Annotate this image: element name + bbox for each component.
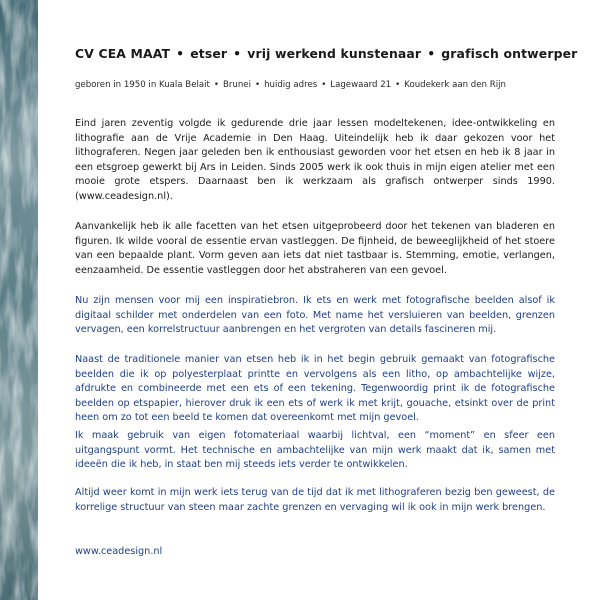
decorative-texture-strip — [0, 0, 38, 600]
detail-separator: • — [321, 80, 327, 90]
title-separator: • — [176, 46, 185, 61]
cv-content — [75, 0, 578, 600]
detail-separator: • — [254, 80, 261, 90]
city: Koudekerk aan den Rijn — [404, 80, 506, 90]
personal-details — [75, 80, 555, 90]
title-separator: • — [427, 46, 436, 61]
paragraph-inspiration: Nu zijn mensen voor mij een inspiratiebron. Ik ets en werk met fotografische beelden alsof ik digitaal schilder met onderdelen van een foto. Met name het versluieren van beelden, grenzen vervagen, een korrelstructuur aanbrengen en het vergroten van details fascineren mij. — [75, 295, 555, 336]
detail-separator: • — [213, 80, 219, 90]
paragraph-education: Eind jaren zeventig volgde ik gedurende drie jaar lessen modeltekenen, idee-ontwikkeling en lithografie aan de Vrije Academie in Den Haag. Uiteindelijk heb ik daar gekozen voor het lithograferen. Negen jaar geleden ben ik enthousiast geworden voor het etsen en heb ik 8 jaar in een etsgroep gewerkt bij Ars in Leiden. Sinds 2005 werk ik ook thuis in mijn eigen atelier met een mooie grote etspers. Daarnaast ben ik werkzaam als grafisch ontwerper sinds 1990. (www.ceadesign.nl). — [75, 118, 555, 202]
paragraph-photo-material: Ik maak gebruik van eigen fotomateriaal waarbij lichtval, een “moment” en sfeer een uitgangspunt vormt. Het technische en ambachtelijke van mijn werk maakt dat ik, samen met ideeën die ik heb, in staat ben mij steeds iets verder te ontwikkelen. — [75, 430, 555, 471]
website-link[interactable]: www.ceadesign.nl — [75, 546, 163, 557]
paragraph-technique: Naast de traditionele manier van etsen heb ik in het begin gebruik gemaakt van fotografische beelden die ik op polyesterplaat printte en vervolgens als een litho, op ambachtelijke wijze, afdrukte en combineerde met een ets of een tekening. Tegenwoordig print ik de fotografische beelden op etspapier, hierover druk ik een ets of werk ik met krijt, gouache, etsinkt over de print heen om zo tot een beeld te komen dat overeenkomt met mijn gevoel. — [75, 354, 555, 424]
role-etser: etser — [190, 46, 228, 61]
cv-name: CV CEA MAAT — [75, 46, 171, 61]
paragraph-lithography: Altijd weer komt in mijn werk iets terug van de tijd dat ik met lithograferen bezig ben geweest, de korrelige structuur van steen maar zachte grenzen en vervaging wil ik ook in mijn werk brengen. — [75, 487, 555, 513]
birth-info: geboren in 1950 in Kuala Belait — [75, 80, 210, 90]
street-address: Lagewaard 21 — [330, 80, 392, 90]
country: Brunei — [222, 80, 251, 90]
cv-heading — [75, 46, 578, 61]
role-kunstenaar: vrij werkend kunstenaar — [247, 46, 422, 61]
role-ontwerper: grafisch ontwerper — [441, 46, 578, 61]
address-label: huidig adres — [264, 80, 318, 90]
detail-separator: • — [395, 80, 401, 90]
paragraph-early-work: Aanvankelijk heb ik alle facetten van het etsen uitgeprobeerd door het tekenen van bladeren en figuren. Ik wilde vooral de essentie ervan vastleggen. De fijnheid, de beweeglijkheid of het stoere van een bepaalde plant. Vorm geven aan iets dat niet tastbaar is. Stemming, emotie, verlangen, eenzaamheid. De essentie vastleggen door het abstraheren van een gevoel. — [75, 221, 555, 276]
title-separator: • — [233, 46, 242, 61]
